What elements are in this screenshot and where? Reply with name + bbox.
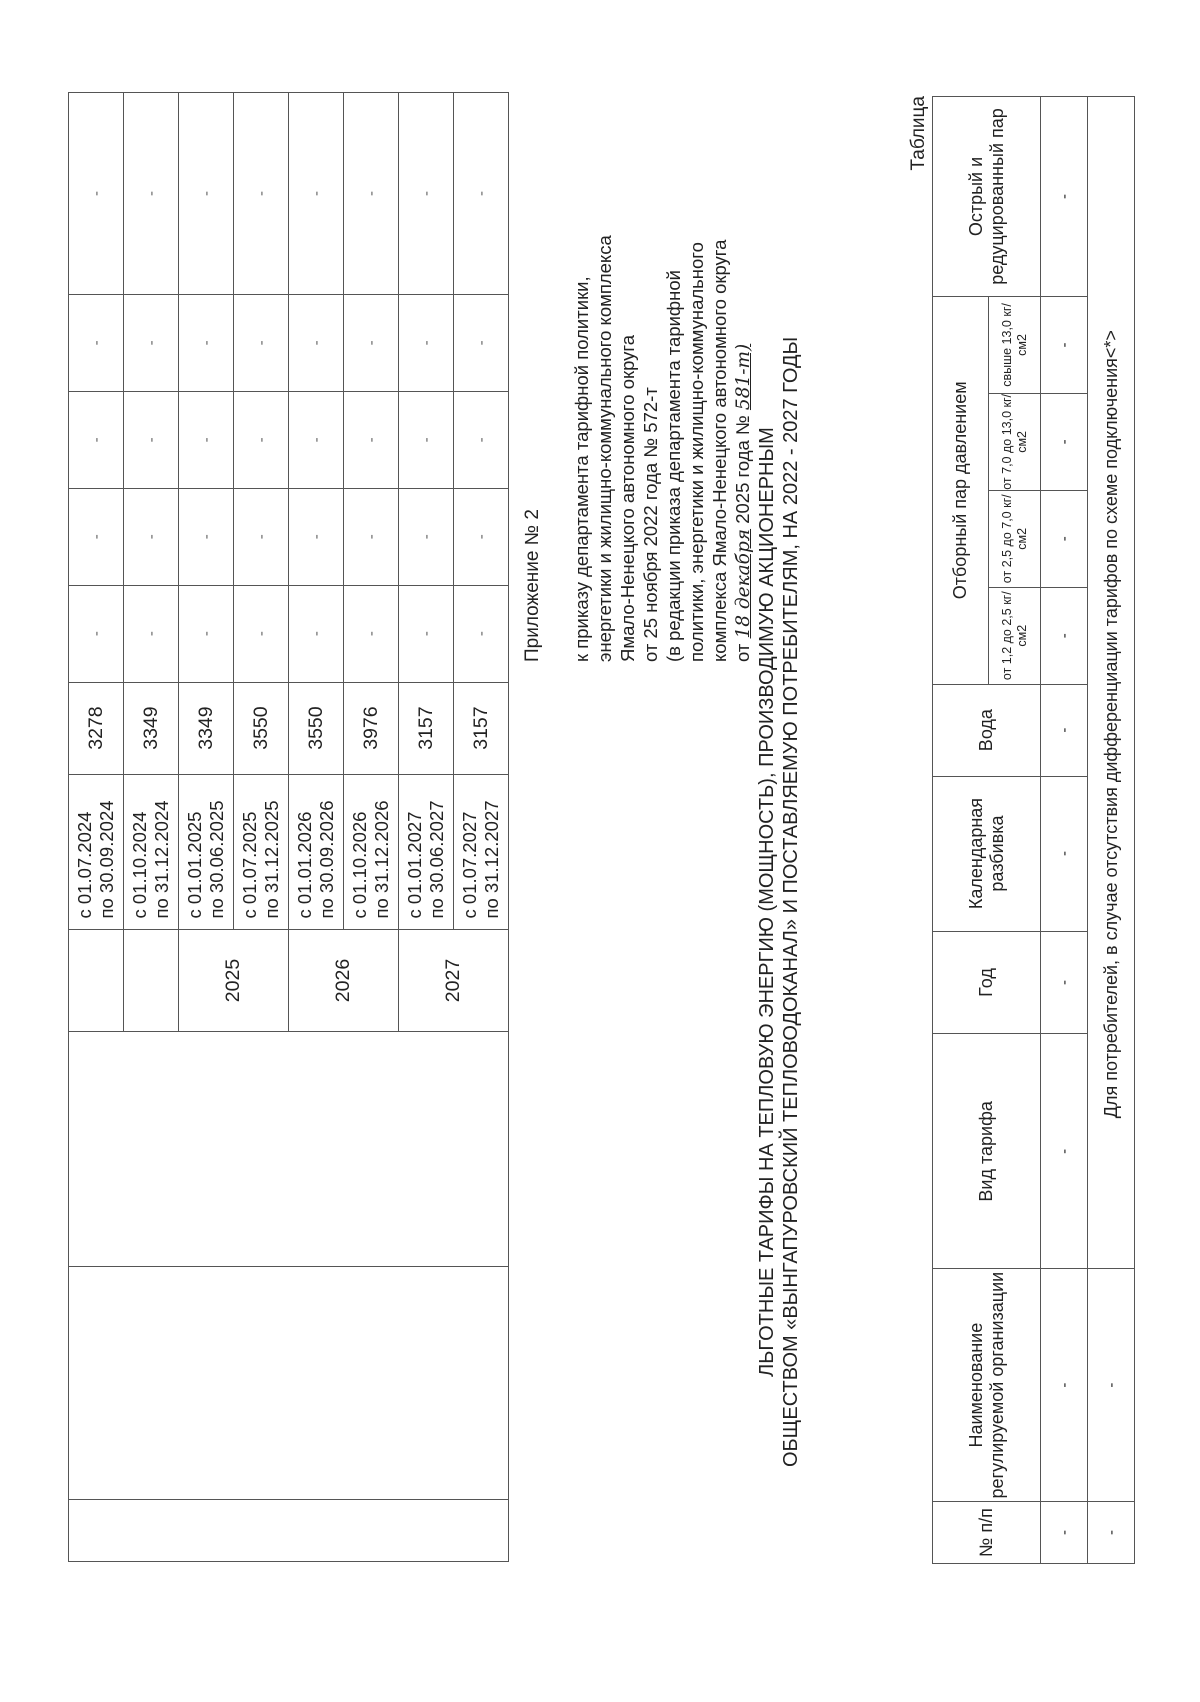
dash-cell: - bbox=[69, 585, 124, 682]
dash-cell: - bbox=[69, 93, 124, 295]
order-year: 2025 года № bbox=[732, 410, 753, 529]
note-row bbox=[1088, 97, 1135, 1564]
table-row bbox=[69, 93, 124, 1562]
order-line: энергетики и жилищно-коммунального комплекса bbox=[594, 235, 615, 662]
period-cell bbox=[289, 774, 344, 929]
dash-cell: - bbox=[344, 294, 399, 391]
cell: - bbox=[1041, 1034, 1088, 1269]
dash-cell: - bbox=[454, 294, 509, 391]
period-from: с 01.07.2025 bbox=[239, 811, 260, 919]
cell: - bbox=[1041, 931, 1088, 1034]
period-to: по 30.09.2024 bbox=[96, 800, 117, 919]
dash-cell: - bbox=[454, 488, 509, 585]
period-from: с 01.10.2024 bbox=[129, 811, 150, 919]
year-cell: 2025 bbox=[179, 929, 289, 1032]
period-cell bbox=[234, 774, 289, 929]
dash-cell: - bbox=[179, 585, 234, 682]
header-num: № п/п bbox=[933, 1502, 1041, 1564]
cell: - bbox=[1041, 1269, 1088, 1502]
cell: - bbox=[1088, 1269, 1135, 1502]
header-steam-2: от 2,5 до 7,0 кг/см2 bbox=[989, 490, 1041, 587]
empty-org-cell bbox=[69, 1267, 509, 1500]
dash-cell: - bbox=[124, 585, 179, 682]
period-from: с 01.01.2027 bbox=[404, 811, 425, 919]
dash-cell: - bbox=[344, 488, 399, 585]
period-from: с 01.10.2026 bbox=[349, 811, 370, 919]
dash-cell: - bbox=[344, 585, 399, 682]
year-cell bbox=[124, 929, 179, 1032]
dash-cell: - bbox=[289, 585, 344, 682]
cell: - bbox=[1041, 97, 1088, 297]
header-water: Вода bbox=[933, 684, 1041, 776]
period-cell bbox=[399, 774, 454, 929]
cell: - bbox=[1041, 490, 1088, 587]
dash-cell: - bbox=[289, 391, 344, 488]
empty-num-cell bbox=[69, 1500, 509, 1562]
tariff-value-cell: 3550 bbox=[289, 682, 344, 774]
period-to: по 31.12.2027 bbox=[481, 800, 502, 919]
period-from: с 01.01.2026 bbox=[294, 811, 315, 919]
dash-cell: - bbox=[289, 93, 344, 295]
order-line: (в редакции приказа департамента тарифной bbox=[663, 270, 684, 662]
dash-cell: - bbox=[234, 93, 289, 295]
period-to: по 30.06.2027 bbox=[426, 800, 447, 919]
dash-cell: - bbox=[289, 294, 344, 391]
dash-cell: - bbox=[234, 585, 289, 682]
dash-cell: - bbox=[179, 391, 234, 488]
period-from: с 01.07.2024 bbox=[74, 811, 95, 919]
cell: - bbox=[1041, 776, 1088, 931]
period-cell bbox=[124, 774, 179, 929]
period-to: по 30.06.2025 bbox=[206, 800, 227, 919]
table-row bbox=[1041, 97, 1088, 1564]
dash-cell: - bbox=[234, 294, 289, 391]
order-line: политики, энергетики и жилищно-коммунального bbox=[686, 242, 707, 662]
header-kind: Вид тарифа bbox=[933, 1034, 1041, 1269]
dash-cell: - bbox=[234, 488, 289, 585]
document-title bbox=[755, 337, 803, 1467]
header-org: Наименование регулируемой организации bbox=[933, 1269, 1041, 1502]
tariff-value-cell: 3278 bbox=[69, 682, 124, 774]
title-line-1: ЛЬГОТНЫЕ ТАРИФЫ НА ТЕПЛОВУЮ ЭНЕРГИЮ (МОЩНОСТЬ), ПРОИЗВОДИМУЮ АКЦИОНЕРНЫМ bbox=[756, 427, 778, 1377]
dash-cell: - bbox=[124, 294, 179, 391]
header-steam-4: свыше 13,0 кг/см2 bbox=[989, 297, 1041, 394]
dash-cell: - bbox=[124, 391, 179, 488]
period-cell bbox=[454, 774, 509, 929]
dash-cell: - bbox=[124, 93, 179, 295]
cell: - bbox=[1041, 297, 1088, 394]
dash-cell: - bbox=[344, 93, 399, 295]
dash-cell: - bbox=[454, 585, 509, 682]
cell: - bbox=[1041, 1502, 1088, 1564]
dash-cell: - bbox=[454, 93, 509, 295]
dash-cell: - bbox=[69, 294, 124, 391]
dash-cell: - bbox=[179, 93, 234, 295]
order-line: к приказу департамента тарифной политики, bbox=[571, 276, 592, 662]
handwritten-date: 18 декабря bbox=[733, 528, 754, 639]
empty-kind-cell bbox=[69, 1032, 509, 1267]
dash-cell: - bbox=[454, 391, 509, 488]
tariff-value-cell: 3157 bbox=[399, 682, 454, 774]
consumer-note: Для потребителей, в случае отсутствия дифференциации тарифов по схеме подключения<*> bbox=[1088, 97, 1135, 1269]
handwritten-number: 581-т) bbox=[733, 343, 754, 411]
dash-cell: - bbox=[399, 294, 454, 391]
dash-cell: - bbox=[69, 391, 124, 488]
table-label: Таблица bbox=[908, 96, 929, 171]
header-sharp-steam: Острый и редуцированный пар bbox=[933, 97, 1041, 297]
dash-cell: - bbox=[234, 391, 289, 488]
title-line-2: ОБЩЕСТВОМ «ВЫНГАПУРОВСКИЙ ТЕПЛОВОДОКАНАЛ» И ПОСТАВЛЯЕМУЮ ПОТРЕБИТЕЛЯМ, НА 2022 - 2027 ГОДЫ bbox=[780, 336, 802, 1467]
year-cell: 2026 bbox=[289, 929, 399, 1032]
period-to: по 31.12.2025 bbox=[261, 800, 282, 919]
period-to: по 31.12.2026 bbox=[371, 800, 392, 919]
appendix-number: Приложение № 2 bbox=[522, 509, 543, 662]
period-to: по 31.12.2024 bbox=[151, 800, 172, 919]
period-cell bbox=[69, 774, 124, 929]
period-cell bbox=[179, 774, 234, 929]
dash-cell: - bbox=[399, 93, 454, 295]
dash-cell: - bbox=[344, 391, 399, 488]
tariff-continuation-table bbox=[68, 92, 509, 1562]
order-line: комплекса Ямало-Ненецкого автономного округа bbox=[709, 239, 730, 662]
dash-cell: - bbox=[124, 488, 179, 585]
tariff-value-cell: 3976 bbox=[344, 682, 399, 774]
order-from: от bbox=[732, 638, 753, 662]
period-cell bbox=[344, 774, 399, 929]
period-from: с 01.07.2027 bbox=[459, 811, 480, 919]
cell: - bbox=[1041, 393, 1088, 490]
period-to: по 30.09.2026 bbox=[316, 800, 337, 919]
order-reference bbox=[570, 235, 755, 662]
cell: - bbox=[1088, 1502, 1135, 1564]
cell: - bbox=[1041, 587, 1088, 684]
tariff-value-cell: 3157 bbox=[454, 682, 509, 774]
header-steam-1: от 1,2 до 2,5 кг/см2 bbox=[989, 587, 1041, 684]
dash-cell: - bbox=[399, 488, 454, 585]
period-from: с 01.01.2025 bbox=[184, 811, 205, 919]
dash-cell: - bbox=[399, 391, 454, 488]
dash-cell: - bbox=[399, 585, 454, 682]
tariff-main-table bbox=[932, 96, 1135, 1564]
cell: - bbox=[1041, 684, 1088, 776]
header-year: Год bbox=[933, 931, 1041, 1034]
dash-cell: - bbox=[179, 488, 234, 585]
tariff-value-cell: 3349 bbox=[179, 682, 234, 774]
header-steam-3: от 7,0 до 13,0 кг/см2 bbox=[989, 393, 1041, 490]
order-line: от 25 ноября 2022 года № 572-т bbox=[640, 387, 661, 662]
order-line-last bbox=[731, 235, 755, 662]
header-calendar: Календарная разбивка bbox=[933, 776, 1041, 931]
year-cell bbox=[69, 929, 124, 1032]
tariff-value-cell: 3550 bbox=[234, 682, 289, 774]
dash-cell: - bbox=[179, 294, 234, 391]
tariff-value-cell: 3349 bbox=[124, 682, 179, 774]
order-line: Ямало-Ненецкого автономного округа bbox=[617, 334, 638, 662]
dash-cell: - bbox=[289, 488, 344, 585]
year-cell: 2027 bbox=[399, 929, 509, 1032]
dash-cell: - bbox=[69, 488, 124, 585]
header-steam: Отборный пар давлением bbox=[933, 297, 989, 685]
